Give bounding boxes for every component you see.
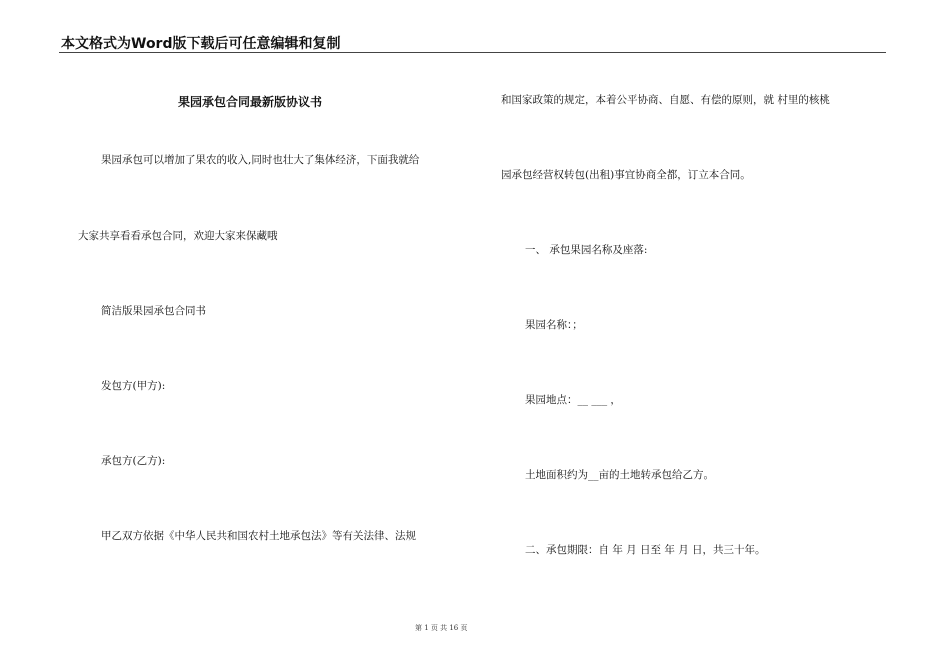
page-number: 第 1 页 共 16 页 xyxy=(415,624,468,632)
clause-heading: 二、承包期限：自 年 月 日至 年 月 日，共三十年。 xyxy=(525,544,766,556)
paragraph-line: 大家共享看看承包合同，欢迎大家来保藏哦 xyxy=(78,230,278,242)
header-divider xyxy=(59,52,886,53)
paragraph-line: 园承包经营权转包(出租)事宜协商全都，订立本合同。 xyxy=(501,169,751,181)
paragraph-line: 果园承包可以增加了果农的收入,同时也壮大了集体经济，下面我就给 xyxy=(101,154,420,166)
document-header: 本文格式为Word版下载后可任意编辑和复制 xyxy=(61,36,341,52)
party-b-line: 承包方(乙方): xyxy=(101,455,166,467)
document-title: 果园承包合同最新版协议书 xyxy=(178,95,323,109)
orchard-location-line: 果园地点：__ ___ ， xyxy=(525,394,621,406)
paragraph-line: 和国家政策的规定，本着公平协商、自愿、有偿的原则，就 村里的核桃 xyxy=(501,94,830,106)
clause-heading: 一、 承包果园名称及座落: xyxy=(525,244,648,256)
party-a-line: 发包方(甲方): xyxy=(101,380,166,392)
paragraph-line: 甲乙双方依据《中华人民共和国农村土地承包法》等有关法律、法规 xyxy=(101,530,416,542)
orchard-name-line: 果园名称：； xyxy=(525,319,583,331)
land-area-line: 土地面积约为__亩的土地转承包给乙方。 xyxy=(525,469,714,481)
section-heading: 简洁版果园承包合同书 xyxy=(101,305,206,317)
